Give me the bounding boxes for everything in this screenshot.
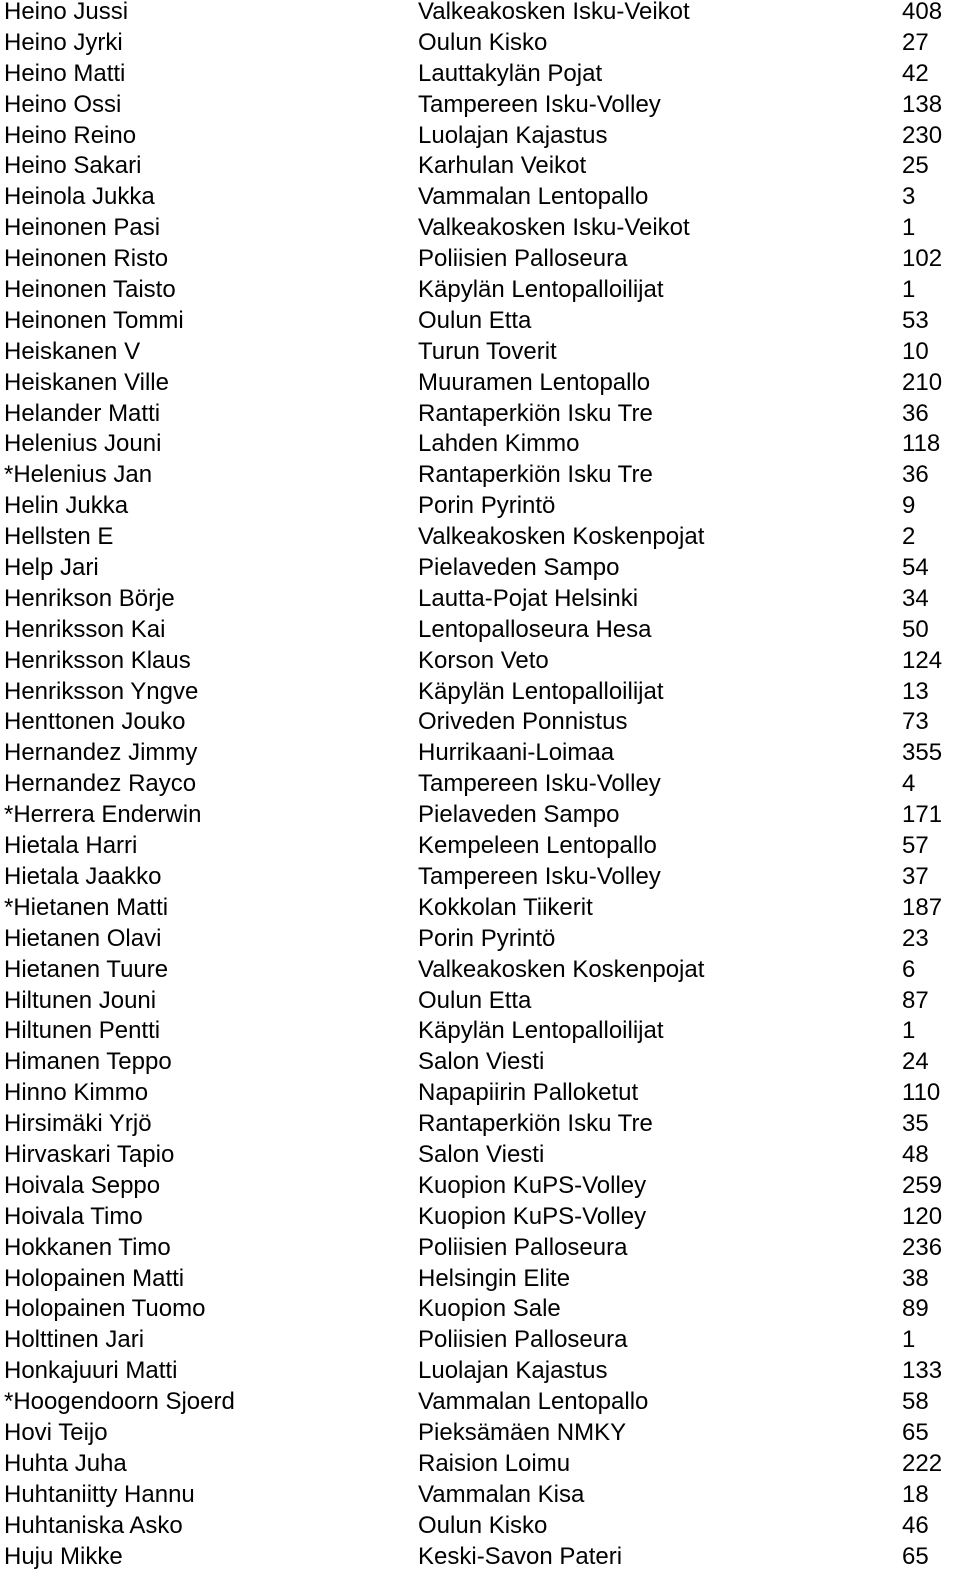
club-name: Salon Viesti	[418, 1048, 545, 1076]
club-name: Valkeakosken Isku-Veikot	[418, 214, 690, 242]
count-value: 73	[902, 708, 929, 736]
player-name: Heiskanen V	[4, 337, 141, 365]
club-name: Kempeleen Lentopallo	[418, 832, 657, 860]
count-value: 25	[902, 152, 929, 180]
player-name: Heino Ossi	[4, 90, 122, 118]
player-name: Holopainen Tuomo	[4, 1295, 206, 1323]
club-name: Rantaperkiön Isku Tre	[418, 461, 653, 489]
player-name: Hietanen Olavi	[4, 924, 162, 952]
count-value: 89	[902, 1295, 929, 1323]
player-name: Hoivala Seppo	[4, 1171, 161, 1199]
club-name: Poliisien Palloseura	[418, 1326, 628, 1354]
club-name: Lahden Kimmo	[418, 430, 580, 458]
list-row	[0, 1511, 960, 1545]
list-row	[0, 893, 960, 927]
count-value: 53	[902, 306, 929, 334]
club-name: Poliisien Palloseura	[418, 1233, 628, 1261]
list-row	[0, 1050, 960, 1081]
list-row	[0, 368, 960, 402]
player-name: Henrikson Börje	[4, 584, 175, 612]
count-value: 222	[902, 1449, 943, 1477]
club-name: Pielaveden Sampo	[418, 554, 620, 582]
player-name: Hiltunen Jouni	[4, 986, 157, 1014]
count-value: 1	[902, 1017, 916, 1045]
count-value: 102	[902, 245, 943, 273]
player-name: Henriksson Klaus	[4, 646, 191, 674]
count-value: 18	[902, 1480, 929, 1508]
list-row	[0, 1171, 960, 1205]
list-row	[0, 955, 960, 989]
list-row	[0, 710, 960, 741]
count-value: 9	[902, 492, 916, 520]
club-name: Hurrikaani-Loimaa	[418, 739, 615, 767]
count-value: 38	[902, 1264, 929, 1292]
list-row	[0, 862, 960, 896]
count-value: 187	[902, 893, 943, 921]
count-value: 36	[902, 461, 929, 489]
player-name: Heino Reino	[4, 121, 137, 149]
list-row	[0, 1233, 960, 1267]
list-row	[0, 154, 960, 185]
count-value: 118	[902, 430, 941, 458]
club-name: Valkeakosken Koskenpojat	[418, 523, 705, 551]
count-value: 408	[902, 0, 943, 25]
player-name: Himanen Teppo	[4, 1048, 172, 1076]
count-value: 48	[902, 1140, 929, 1168]
club-name: Käpylän Lentopalloilijat	[418, 276, 664, 304]
club-name: Luolajan Kajastus	[418, 1357, 608, 1385]
list-row	[0, 1449, 960, 1483]
club-name: Käpylän Lentopalloilijat	[418, 1017, 664, 1045]
count-value: 171	[902, 801, 943, 829]
count-value: 65	[902, 1542, 929, 1570]
club-name: Poliisien Palloseura	[418, 245, 628, 273]
club-name: Valkeakosken Isku-Veikot	[418, 0, 690, 25]
club-name: Käpylän Lentopalloilijat	[418, 677, 664, 705]
player-name: Henriksson Kai	[4, 615, 166, 643]
count-value: 1	[902, 214, 916, 242]
club-name: Luolajan Kajastus	[418, 121, 608, 149]
list-row	[0, 1019, 960, 1050]
player-name: Heinonen Tommi	[4, 306, 184, 334]
club-name: Rantaperkiön Isku Tre	[418, 399, 653, 427]
list-row	[0, 90, 960, 124]
count-value: 2	[902, 523, 916, 551]
club-name: Karhulan Veikot	[418, 152, 587, 180]
club-name: Oulun Kisko	[418, 28, 548, 56]
player-name: Hokkanen Timo	[4, 1233, 171, 1261]
player-name: Heino Matti	[4, 59, 126, 87]
list-row	[0, 0, 960, 31]
player-name: Hietala Harri	[4, 832, 138, 860]
list-row	[0, 803, 960, 834]
list-row	[0, 306, 960, 340]
list-row	[0, 741, 960, 772]
list-row	[0, 677, 960, 711]
player-name: *Hietanen Matti	[4, 893, 169, 921]
player-name: Hernandez Jimmy	[4, 739, 198, 767]
count-value: 124	[902, 646, 943, 674]
count-value: 57	[902, 832, 929, 860]
count-value: 24	[902, 1048, 929, 1076]
club-name: Korson Veto	[418, 646, 549, 674]
player-name: Heinonen Pasi	[4, 214, 161, 242]
club-name: Rantaperkiön Isku Tre	[418, 1110, 653, 1138]
player-name: Henriksson Yngve	[4, 677, 199, 705]
list-row	[0, 1390, 960, 1421]
club-name: Tampereen Isku-Volley	[418, 770, 661, 798]
player-name: Help Jari	[4, 554, 99, 582]
club-name: Keski-Savon Pateri	[418, 1542, 623, 1570]
club-name: Oriveden Ponnistus	[418, 708, 628, 736]
count-value: 4	[902, 770, 916, 798]
list-row	[0, 1480, 960, 1514]
club-name: Helsingin Elite	[418, 1264, 571, 1292]
count-value: 120	[902, 1202, 943, 1230]
list-row	[0, 615, 960, 649]
count-value: 27	[902, 28, 929, 56]
player-name: Heino Sakari	[4, 152, 142, 180]
count-value: 23	[902, 924, 929, 952]
list-row	[0, 463, 960, 494]
count-value: 110	[902, 1079, 941, 1107]
club-name: Pieksämäen NMKY	[418, 1418, 627, 1446]
player-name: Helander Matti	[4, 399, 161, 427]
list-row	[0, 1140, 960, 1174]
list-row	[0, 772, 960, 803]
count-value: 230	[902, 121, 943, 149]
club-name: Oulun Etta	[418, 986, 532, 1014]
list-row	[0, 584, 960, 618]
club-name: Muuramen Lentopallo	[418, 368, 651, 396]
player-name: Heinonen Taisto	[4, 276, 176, 304]
player-name: Henttonen Jouko	[4, 708, 186, 736]
list-row	[0, 1081, 960, 1112]
list-row	[0, 216, 960, 247]
player-name: Heino Jussi	[4, 0, 129, 25]
count-value: 37	[902, 862, 929, 890]
club-name: Vammalan Lentopallo	[418, 183, 649, 211]
player-name: Hovi Teijo	[4, 1418, 108, 1446]
club-name: Turun Toverit	[418, 337, 557, 365]
club-name: Kuopion Sale	[418, 1295, 561, 1323]
count-value: 46	[902, 1511, 929, 1539]
player-name: Heino Jyrki	[4, 28, 123, 56]
count-value: 65	[902, 1418, 929, 1446]
list-row	[0, 1202, 960, 1236]
count-value: 355	[902, 739, 943, 767]
club-name: Pielaveden Sampo	[418, 801, 620, 829]
list-row	[0, 494, 960, 525]
player-name: Hoivala Timo	[4, 1202, 143, 1230]
list-row	[0, 121, 960, 155]
player-name: Hinno Kimmo	[4, 1079, 149, 1107]
player-name: Huhtaniska Asko	[4, 1511, 183, 1539]
count-value: 236	[902, 1233, 943, 1261]
count-value: 34	[902, 584, 929, 612]
club-name: Porin Pyrintö	[418, 924, 556, 952]
list-row	[0, 924, 960, 958]
player-name: Hirsimäki Yrjö	[4, 1110, 152, 1138]
club-name: Lautta-Pojat Helsinki	[418, 584, 639, 612]
club-name: Lentopalloseura Hesa	[418, 615, 652, 643]
club-name: Kuopion KuPS-Volley	[418, 1202, 647, 1230]
player-name: Huhtaniitty Hannu	[4, 1480, 195, 1508]
count-value: 87	[902, 986, 929, 1014]
player-name: *Hoogendoorn Sjoerd	[4, 1388, 235, 1416]
player-name: *Helenius Jan	[4, 461, 153, 489]
club-name: Porin Pyrintö	[418, 492, 556, 520]
list-row	[0, 247, 960, 278]
club-name: Kokkolan Tiikerit	[418, 893, 593, 921]
player-name: Huhta Juha	[4, 1449, 127, 1477]
club-name: Napapiirin Palloketut	[418, 1079, 639, 1107]
player-name: Hietanen Tuure	[4, 955, 169, 983]
list-row	[0, 834, 960, 865]
club-name: Vammalan Lentopallo	[418, 1388, 649, 1416]
list-row	[0, 399, 960, 433]
list-row	[0, 1297, 960, 1328]
club-name: Tampereen Isku-Volley	[418, 90, 661, 118]
count-value: 35	[902, 1110, 929, 1138]
count-value: 1	[902, 1326, 916, 1354]
count-value: 6	[902, 955, 916, 983]
count-value: 54	[902, 554, 929, 582]
count-value: 259	[902, 1171, 943, 1199]
list-row	[0, 28, 960, 62]
player-name: Heinola Jukka	[4, 183, 155, 211]
count-value: 50	[902, 615, 929, 643]
count-value: 210	[902, 368, 943, 396]
club-name: Oulun Etta	[418, 306, 532, 334]
club-name: Vammalan Kisa	[418, 1480, 585, 1508]
player-name: Helin Jukka	[4, 492, 129, 520]
player-name: Hellsten E	[4, 523, 114, 551]
player-name: Heiskanen Ville	[4, 368, 169, 396]
list-row	[0, 1112, 960, 1143]
player-name: Hiltunen Pentti	[4, 1017, 161, 1045]
count-value: 42	[902, 59, 929, 87]
list-row	[0, 185, 960, 216]
list-row	[0, 59, 960, 93]
count-value: 10	[902, 337, 929, 365]
list-row	[0, 525, 960, 556]
player-name: Helenius Jouni	[4, 430, 162, 458]
player-name: Hirvaskari Tapio	[4, 1140, 175, 1168]
list-row	[0, 1418, 960, 1452]
list-row	[0, 1328, 960, 1359]
player-name: Huju Mikke	[4, 1542, 123, 1570]
player-name: Holopainen Matti	[4, 1264, 185, 1292]
player-name: Honkajuuri Matti	[4, 1357, 178, 1385]
list-row	[0, 1359, 960, 1390]
list-row	[0, 646, 960, 680]
list-row	[0, 986, 960, 1020]
club-name: Valkeakosken Koskenpojat	[418, 955, 705, 983]
club-name: Oulun Kisko	[418, 1511, 548, 1539]
count-value: 1	[902, 276, 916, 304]
player-name: Holttinen Jari	[4, 1326, 145, 1354]
count-value: 138	[902, 90, 943, 118]
list-row	[0, 432, 960, 463]
count-value: 36	[902, 399, 929, 427]
club-name: Kuopion KuPS-Volley	[418, 1171, 647, 1199]
list-row	[0, 1264, 960, 1298]
player-name: Heinonen Risto	[4, 245, 169, 273]
count-value: 58	[902, 1388, 929, 1416]
count-value: 3	[902, 183, 916, 211]
list-row	[0, 278, 960, 309]
list-row	[0, 337, 960, 371]
club-name: Lauttakylän Pojat	[418, 59, 603, 87]
player-name: Hietala Jaakko	[4, 862, 162, 890]
club-name: Raision Loimu	[418, 1449, 571, 1477]
count-value: 13	[902, 677, 929, 705]
player-name: *Herrera Enderwin	[4, 801, 202, 829]
list-row	[0, 556, 960, 587]
club-name: Tampereen Isku-Volley	[418, 862, 661, 890]
list-row	[0, 1542, 960, 1576]
count-value: 133	[902, 1357, 943, 1385]
club-name: Salon Viesti	[418, 1140, 545, 1168]
player-name: Hernandez Rayco	[4, 770, 197, 798]
